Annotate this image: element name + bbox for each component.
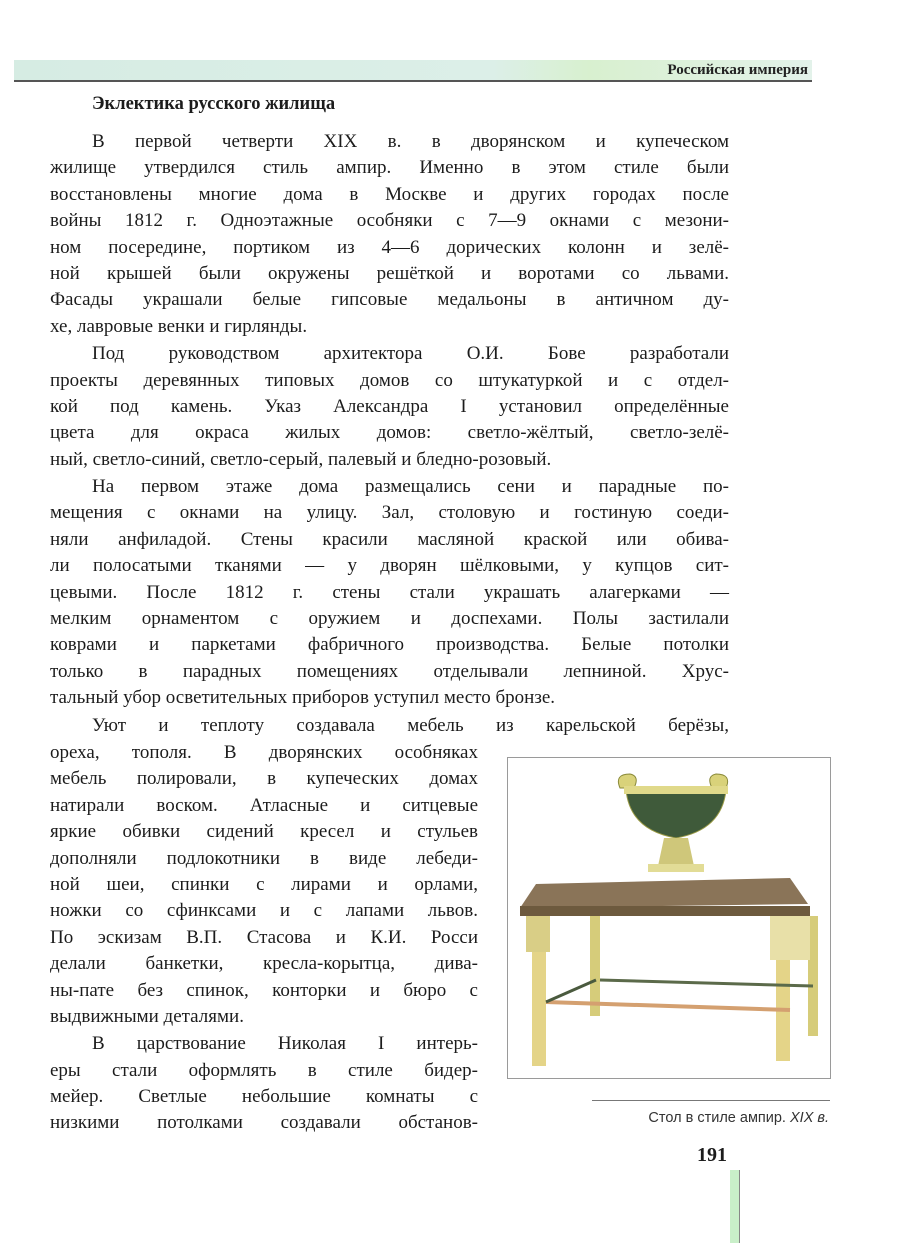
text-line: Под руководством архитектора О.И. Бове разработали xyxy=(92,343,729,365)
text-line: цвета для окраса жилых домов: светло-жёлтый, светло-зелё- xyxy=(50,422,729,444)
text-line: Фасады украшали белые гипсовые медальоны в античном ду- xyxy=(50,289,729,311)
caption-century: XIX в. xyxy=(790,1110,829,1126)
header-rule xyxy=(14,80,812,82)
text-line: ной шеи, спинки с лирами и орлами, xyxy=(50,873,478,895)
page-edge-marker xyxy=(730,1170,740,1243)
text-line: ны-пате без спинок, конторки и бюро с xyxy=(50,979,478,1001)
text-line: делали банкетки, кресла-корытца, дива- xyxy=(50,953,478,975)
text-line: еры стали оформлять в стиле бидер- xyxy=(50,1059,478,1081)
text-line: яркие обивки сидений кресел и стульев xyxy=(50,821,478,843)
text-line: хе, лавровые венки и гирлянды. xyxy=(50,315,308,337)
figure-empire-table xyxy=(507,757,831,1079)
text-line: мейер. Светлые небольшие комнаты с xyxy=(50,1086,478,1108)
caption-text: Стол в стиле ампир. xyxy=(648,1110,786,1126)
text-line: мещения с окнами на улицу. Зал, столовую и гостиную соеди- xyxy=(50,502,729,524)
caption-rule xyxy=(592,1100,830,1101)
text-line: мебель полировали, в купеческих домах xyxy=(50,768,478,790)
text-line: В первой четверти XIX в. в дворянском и купеческом xyxy=(92,131,729,152)
text-line: ореха, тополя. В дворянских особняках xyxy=(50,741,478,763)
running-header: Российская империя xyxy=(667,62,808,78)
text-line: По эскизам В.П. Стасова и К.И. Росси xyxy=(50,926,478,948)
text-line: ной крышей были окружены решёткой и воротами со львами. xyxy=(50,262,729,284)
text-line: проекты деревянных типовых домов со штукатуркой и с отдел- xyxy=(50,369,729,391)
text-line: кой под камень. Указ Александра I установил определённые xyxy=(50,395,729,417)
text-line: ножки со сфинксами и с лапами львов. xyxy=(50,900,478,922)
text-line: низкими потолками создавали обстанов- xyxy=(50,1112,478,1134)
text-line: ли полосатыми тканями — у дворян шёлковыми, у купцов сит- xyxy=(50,555,729,577)
empire-table-image xyxy=(508,758,830,1078)
text-line: войны 1812 г. Одноэтажные особняки с 7—9 окнами с мезони- xyxy=(50,210,729,232)
text-line: натирали воском. Атласные и ситцевые xyxy=(50,794,478,816)
text-line: только в парадных помещениях отделывали лепниной. Хрус- xyxy=(50,660,729,682)
text-line: выдвижными деталями. xyxy=(50,1005,244,1027)
page-number: 191 xyxy=(697,1144,727,1166)
figure-caption xyxy=(648,1110,829,1126)
text-line: ный, светло-синий, светло-серый, палевый и бледно-розовый. xyxy=(50,448,552,470)
section-title: Эклектика русского жилища xyxy=(92,94,336,114)
text-line: мелким орнаментом с оружием и доспехами. Полы застилали xyxy=(50,608,729,630)
text-line: ном посередине, портиком из 4—6 дорических колонн и зелё- xyxy=(50,236,729,258)
text-line: Уют и теплоту создавала мебель из карельской берёзы, xyxy=(92,714,729,736)
text-line: коврами и паркетами фабричного производства. Белые потолки xyxy=(50,634,729,656)
text-line: жилище утвердился стиль ампир. Именно в этом стиле были xyxy=(50,157,729,179)
text-line: На первом этаже дома размещались сени и парадные по- xyxy=(92,476,729,498)
text-line: восстановлены многие дома в Москве и других городах после xyxy=(50,183,729,205)
text-line: тальный убор осветительных приборов уступил место бронзе. xyxy=(50,687,556,709)
text-line: цевыми. После 1812 г. стены стали украшать алагерками — xyxy=(50,581,729,603)
text-line: няли анфиладой. Стены красили масляной краской или обива- xyxy=(50,528,729,550)
text-line: В царствование Николая I интерь- xyxy=(92,1033,478,1055)
text-line: дополняли подлокотники в виде лебеди- xyxy=(50,847,478,869)
